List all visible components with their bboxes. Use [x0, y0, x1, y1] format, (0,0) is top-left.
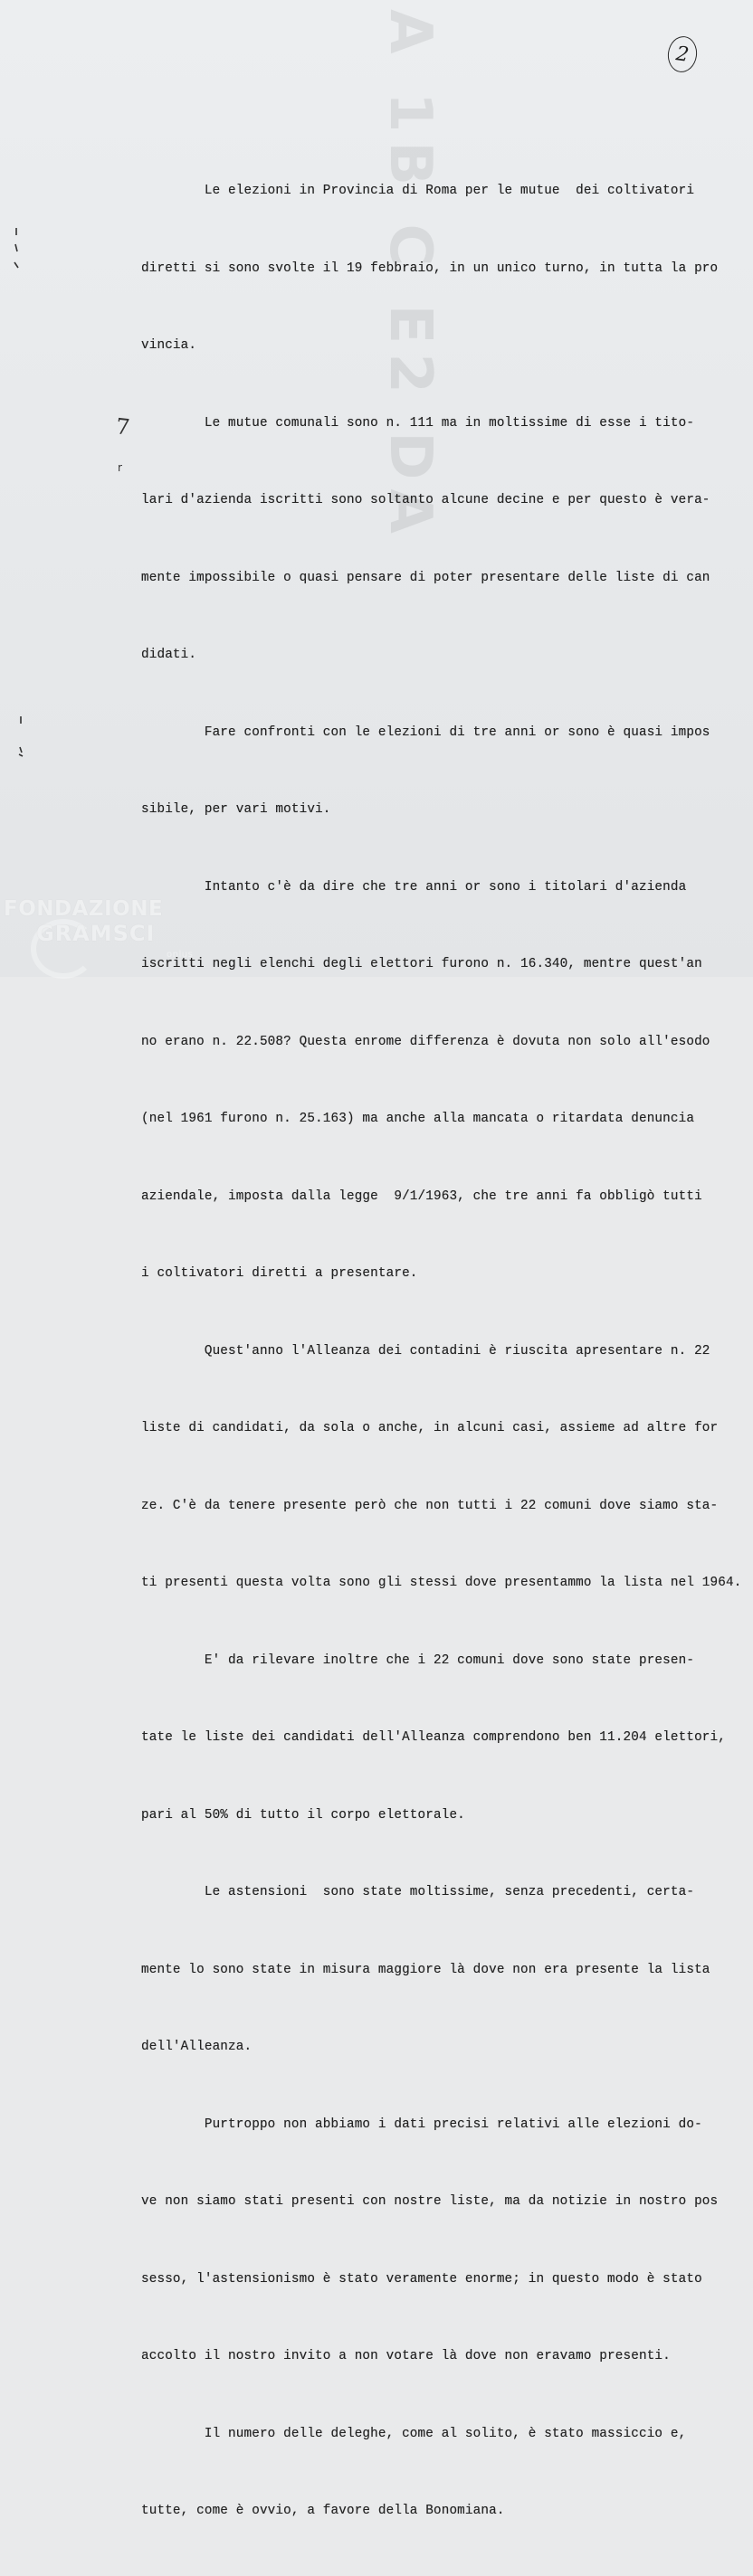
text-line: mente impossibile o quasi pensare di poter presentare delle liste di can: [141, 570, 710, 585]
text-line: Il numero delle deleghe, come al solito, è stato massiccio e,: [141, 2426, 687, 2441]
page-number-circled: [665, 34, 699, 74]
margin-handwritten-mark: r: [118, 461, 122, 474]
text-line: i coltivatori diretti a presentare.: [141, 1266, 418, 1281]
text-line: sesso, l'astensionismo è stato veramente enorme; in questo modo è stato: [141, 2271, 702, 2287]
text-line: tutte, come è ovvio, a favore della Bonomiana.: [141, 2504, 505, 2518]
text-line: iscritti negli elenchi degli elettori furono n. 16.340, mentre quest'an: [141, 957, 702, 971]
text-line: liste di candidati, da sola o anche, in alcuni casi, assieme ad altre for: [141, 1421, 719, 1435]
page-number-text: 2: [674, 42, 691, 67]
margin-handwritten-note: 7: [114, 413, 131, 440]
text-line: E' da rilevare inoltre che i 22 comuni dove sono state presen-: [141, 1653, 695, 1668]
text-line: lari d'azienda iscritti sono soltanto alcune decine e per questo è vera-: [141, 493, 710, 507]
typewritten-body: [141, 127, 742, 2576]
text-line: sibile, per vari motivi.: [141, 802, 331, 817]
text-line: accolto il nostro invito a non votare là dove non eravamo presenti.: [141, 2349, 671, 2363]
text-line: didati.: [141, 648, 197, 662]
text-line: (nel 1961 furono n. 25.163) ma anche alla mancata o ritardata denuncia: [141, 1112, 695, 1126]
text-line: no erano n. 22.508? Questa enrome differenza è dovuta non solo all'esodo: [141, 1034, 710, 1049]
margin-tick-mark: [16, 715, 25, 760]
text-line: vincia.: [141, 338, 197, 353]
text-line: Le mutue comunali sono n. 111 ma in moltissime di esse i tito-: [141, 415, 695, 431]
bleed-through-stamp: A 1B C E2 DA: [376, 9, 443, 543]
margin-tick-mark: [13, 226, 20, 271]
text-line: aziendale, imposta dalla legge 9/1/1963, che tre anni fa obbligò tutti: [141, 1189, 702, 1204]
text-line: ze. C'è da tenere presente però che non tutti i 22 comuni dove siamo sta-: [141, 1498, 719, 1513]
watermark-line-1: FONDAZIONE: [4, 897, 164, 921]
watermark-line-3: onlus: [167, 950, 194, 960]
text-line: ve non siamo stati presenti con nostre liste, ma da notizie in nostro pos: [141, 2194, 719, 2209]
text-line: diretti si sono svolte il 19 febbraio, in un unico turno, in tutta la pro: [141, 260, 719, 276]
text-line: Purtroppo non abbiamo i dati precisi relativi alle elezioni do-: [141, 2117, 702, 2132]
text-line: mente lo sono state in misura maggiore là dove non era presente la lista: [141, 1962, 710, 1977]
text-line: Le astensioni sono state moltissime, senza precedenti, certa-: [141, 1885, 695, 1899]
text-line: tate le liste dei candidati dell'Alleanza comprendono ben 11.204 elettori,: [141, 1730, 726, 1745]
text-line: dell'Alleanza.: [141, 2040, 253, 2054]
text-line: ti presenti questa volta sono gli stessi dove presentammo la lista nel 1964.: [141, 1576, 742, 1590]
text-line: Fare confronti con le elezioni di tre anni or sono è quasi impos: [141, 724, 710, 740]
text-line: Quest'anno l'Alleanza dei contadini è riuscita apresentare n. 22: [141, 1343, 710, 1359]
watermark-ring-icon: [31, 919, 96, 979]
text-line: Intanto c'è da dire che tre anni or sono i titolari d'azienda: [141, 879, 687, 895]
text-line: pari al 50% di tutto il corpo elettorale.: [141, 1807, 465, 1823]
watermark-line-2: GRAMSCI: [36, 921, 156, 946]
text-line: Le elezioni in Provincia di Roma per le mutue dei coltivatori: [141, 184, 695, 198]
